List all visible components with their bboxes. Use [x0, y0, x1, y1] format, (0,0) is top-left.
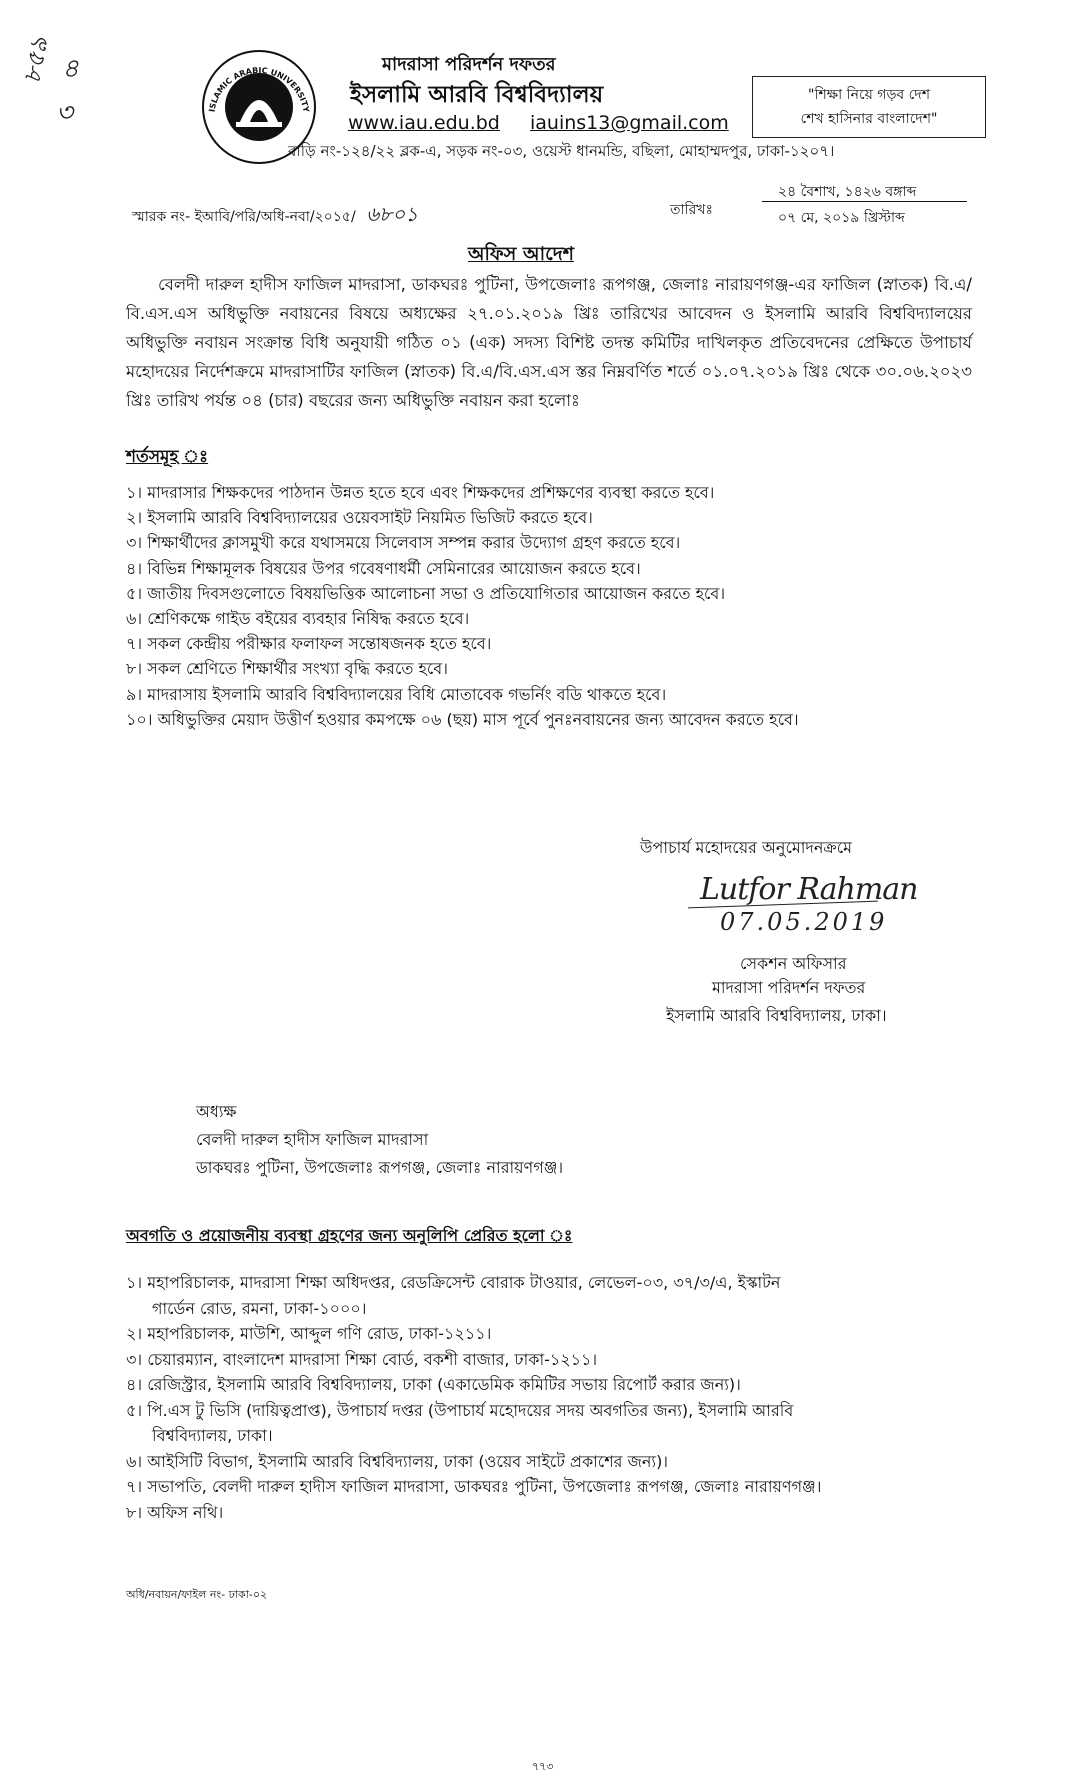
copy-item: ৫। পি.এস টু ভিসি (দায়িত্বপ্রাপ্ত), উপাচার্য দপ্তর (উপাচার্য মহোদয়ের সদয় অবগতির জন্য), ইসলামি আরবি	[126, 1400, 794, 1420]
page-number: ৭৭৩	[532, 1760, 554, 1773]
copy-item: ৪। রেজিস্ট্রার, ইসলামি আরবি বিশ্ববিদ্যালয়, ঢাকা (একাডেমিক কমিটির সভায় রিপোর্ট করার জন্য)।	[126, 1375, 741, 1394]
condition-item: ৫। জাতীয় দিবসগুলোতে বিষয়ভিত্তিক আলোচনা সভা ও প্রতিযোগিতার আয়োজন করতে হবে।	[126, 583, 726, 603]
memo-reference	[132, 200, 418, 233]
condition-item: ৭। সকল কেন্দ্রীয় পরীক্ষার ফলাফল সন্তোষজনক হতে হবে।	[126, 634, 492, 654]
email-link[interactable]: iauins13@gmail.com	[530, 112, 729, 134]
condition-item: ৮। সকল শ্রেণিতে শিক্ষার্থীর সংখ্যা বৃদ্ধি করতে হবে।	[126, 659, 448, 679]
copy-item: ৩। চেয়ারম্যান, বাংলাদেশ মাদরাসা শিক্ষা বোর্ড, বকশী বাজার, ঢাকা-১২১১।	[126, 1349, 598, 1369]
condition-item: ১০। অধিভুক্তির মেয়াদ উত্তীর্ণ হওয়ার কমপক্ষে ০৬ (ছয়) মাস পূর্বে পুনঃনবায়নের জন্য আবেদন করতে হবে।	[126, 709, 799, 729]
handwritten-margin-note-3: ৩	[56, 98, 73, 128]
recipient-institution: বেলদী দারুল হাদীস ফাজিল মাদরাসা	[196, 1130, 429, 1149]
copies-list	[126, 1270, 821, 1525]
condition-item: ৪। বিভিন্ন শিক্ষামূলক বিষয়ের উপর গবেষণাধর্মী সেমিনারের আয়োজন করতে হবে।	[126, 558, 641, 578]
copy-item: ২। মহাপরিচালক, মাউশি, আব্দুল গণি রোড, ঢাকা-১২১১।	[126, 1324, 492, 1343]
condition-item: ১। মাদরাসার শিক্ষকদের পাঠদান উন্নত হতে হবে এবং শিক্ষকদের প্রশিক্ষণের ব্যবস্থা করতে হবে।	[126, 483, 715, 502]
website-link[interactable]: www.iau.edu.bd	[348, 112, 500, 134]
svg-text:ISLAMIC ARABIC UNIVERSITY: ISLAMIC ARABIC UNIVERSITY	[207, 65, 311, 113]
office-name: মাদরাসা পরিদর্শন দফতর	[382, 54, 556, 75]
date-divider	[762, 201, 967, 202]
date-bangla: ২৪ বৈশাখ, ১৪২৬ বঙ্গাব্দ	[778, 184, 917, 200]
copy-item: ১। মহাপরিচালক, মাদরাসা শিক্ষা অধিদপ্তর, রেডক্রিসেন্ট বোরাক টাওয়ার, লেভেল-০৩, ৩৭/৩/এ, ইস্কাটন	[126, 1273, 781, 1292]
memo-number: ৬৮০১	[366, 202, 419, 226]
condition-item: ৬। শ্রেণিকক্ষে গাইড বইয়ের ব্যবহার নিষিদ্ধ করতে হবে।	[126, 609, 470, 629]
copy-item: বিশ্ববিদ্যালয়, ঢাকা।	[152, 1426, 273, 1445]
university-name: ইসলামি আরবি বিশ্ববিদ্যালয়	[350, 82, 604, 108]
address-line: বাড়ি নং-১২৪/২২ ব্লক-এ, সড়ক নং-০৩, ওয়েস্ট ধানমন্ডি, বছিলা, মোহাম্মদপুর, ঢাকা-১২০৭।	[288, 142, 835, 160]
signatory-office: মাদরাসা পরিদর্শন দফতর	[712, 978, 866, 997]
signatory-designation: সেকশন অফিসার	[740, 954, 847, 973]
handwritten-signature: Lutfor Rahman	[700, 872, 918, 907]
condition-item: ২। ইসলামি আরবি বিশ্ববিদ্যালয়ের ওয়েবসাইট নিয়মিত ভিজিট করতে হবে।	[126, 508, 593, 528]
file-reference: অধি/নবায়ন/ফাইল নং- ঢাকা-০২	[126, 1588, 268, 1601]
motto-line-1: "শিক্ষা নিয়ে গড়ব দেশ	[808, 87, 930, 103]
memo-label: স্মারক নং- ইআবি/পরি/অধি-নবা/২০১৫/	[132, 209, 356, 225]
motto-line-2: শেখ হাসিনার বাংলাদেশ"	[800, 111, 938, 127]
date-label: তারিখঃ	[670, 202, 713, 218]
copy-item: ৭। সভাপতি, বেলদী দারুল হাদীস ফাজিল মাদরাসা, ডাকঘরঃ পুটিনা, উপজেলাঃ রূপগঞ্জ, জেলাঃ নারায়ণগঞ্জ।	[126, 1477, 822, 1496]
handwritten-margin-note-1: ৮৫৯	[17, 34, 54, 86]
copy-item: গার্ডেন রোড, রমনা, ঢাকা-১০০০।	[152, 1298, 367, 1318]
condition-item: ৩। শিক্ষার্থীদের ক্লাসমুখী করে যথাসময়ে সিলেবাস সম্পন্ন করার উদ্যোগ গ্রহণ করতে হবে।	[126, 533, 681, 553]
handwritten-date: 07.05.2019	[720, 908, 888, 936]
recipient-address: ডাকঘরঃ পুটিনা, উপজেলাঃ রূপগঞ্জ, জেলাঃ নারায়ণগঞ্জ।	[196, 1158, 564, 1177]
condition-item: ৯। মাদরাসায় ইসলামি আরবি বিশ্ববিদ্যালয়ের বিধি মোতাবেক গভর্নিং বডি থাকতে হবে।	[126, 684, 667, 704]
copy-item: ৮। অফিস নথি।	[126, 1502, 224, 1522]
conditions-heading: শর্তসমূহ ঃ	[126, 447, 209, 467]
approval-note: উপাচার্য মহোদয়ের অনুমোদনক্রমে	[640, 838, 853, 857]
recipient-title: অধ্যক্ষ	[196, 1102, 237, 1121]
handwritten-margin-note-2: ৪	[62, 54, 79, 84]
signatory-university: ইসলামি আরবি বিশ্ববিদ্যালয়, ঢাকা।	[666, 1006, 887, 1025]
body-paragraph: বেলদী দারুল হাদীস ফাজিল মাদরাসা, ডাকঘরঃ পুটিনা, উপজেলাঃ রূপগঞ্জ, জেলাঃ নারায়ণগঞ্জ-এর ফাজিল (স্নাতক) বি.এ/বি.এস.এস অধিভুক্তি নবায়নের বিষয়ে অধ্যক্ষের ২৭.০১.২০১৯ খ্রিঃ তারিখের আবেদন ও ইসলামি আরবি বিশ্ববিদ্যালয়ের অধিভুক্তি নবায়ন সংক্রান্ত বিধি অনুযায়ী গঠিত ০১ (এক) সদস্য বিশিষ্ট তদন্ত কমিটির দাখিলকৃত প্রতিবেদনের প্রেক্ষিতে উপাচার্য মহোদয়ের নির্দেশক্রমে মাদরাসাটির ফাজিল (স্নাতক) বি.এ/বি.এস.এস স্তর নিম্নবর্ণিত শর্তে ০১.০৭.২০১৯ খ্রিঃ থেকে ৩০.০৬.২০২৩ খ্রিঃ তারিখ পর্যন্ত ০৪ (চার) বছরের জন্য অধিভুক্তি নবায়ন করা হলোঃ	[126, 275, 972, 410]
motto-box	[752, 76, 986, 138]
page-title: অফিস আদেশ	[468, 243, 574, 265]
copy-item: ৬। আইসিটি বিভাগ, ইসলামি আরবি বিশ্ববিদ্যালয়, ঢাকা (ওয়েব সাইটে প্রকাশের জন্য)।	[126, 1451, 669, 1471]
copies-heading: অবগতি ও প্রয়োজনীয় ব্যবস্থা গ্রহণের জন্য অনুলিপি প্রেরিত হলো ঃ	[126, 1226, 573, 1245]
date-english: ০৭ মে, ২০১৯ খ্রিস্টাব্দ	[778, 210, 905, 226]
conditions-list	[126, 480, 799, 732]
